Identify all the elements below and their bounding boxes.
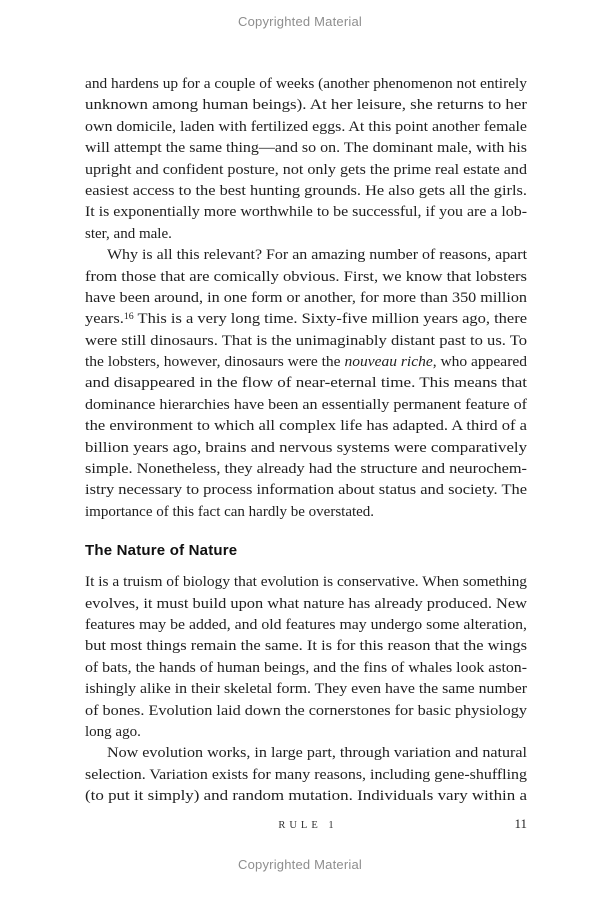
text-line: own domicile, laden with fertilized eggs. At this point another female [85,118,527,135]
footer-page-number: 11 [514,816,527,831]
text-line: will attempt the same thing—and so on. The dominant male, with his [85,140,527,157]
section-heading: The Nature of Nature [85,542,238,560]
paragraph [85,743,527,807]
text-line: Now evolution works, in large part, through variation and natural [107,745,527,762]
text-line: the lobsters, however, dinosaurs were the nouveau riche, who appeared [85,354,527,371]
text-line: istry necessary to process information about status and society. The [85,482,527,499]
text-line: dominance hierarchies have been an essentially permanent feature of [85,396,527,413]
text-line: selection. Variation exists for many reasons, including gene-shuffling [85,766,527,783]
paragraph [85,74,527,245]
paragraph [85,245,527,523]
copyright-notice-top: Copyrighted Material [238,14,362,29]
text-line: years.$^{16}$ This is a very long time. Sixty-five million years ago, there [85,311,527,328]
page-body [85,74,527,808]
text-line: importance of this fact can hardly be overstated. [85,503,375,520]
text-line: billion years ago, brains and nervous systems were comparatively [85,439,527,456]
text-line: easiest access to the best hunting grounds. He also gets all the girls. [85,182,527,199]
text-line: were still dinosaurs. That is the unimaginably distant past to us. To [85,332,527,349]
text-line: features may be added, and old features may undergo some alteration, [85,616,527,633]
text-line: ster, and male. [85,225,172,242]
text-line: ishingly alike in their skeletal form. They even have the same number [85,681,527,698]
copyright-notice-bottom: Copyrighted Material [238,857,362,872]
text-line: have been around, in one form or another, for more than 350 million [85,289,527,306]
text-line: unknown among human beings). At her leisure, she returns to her [85,97,527,114]
paragraph [85,572,527,743]
text-line: upright and confident posture, not only gets the prime real estate and [85,161,527,178]
text-line: Why is all this relevant? For an amazing number of reasons, apart [107,247,527,264]
footer-running-head: RULE 1 [278,820,338,831]
text-line: (to put it simply) and random mutation. Individuals vary within a [85,788,527,805]
text-line: It is exponentially more worthwhile to be successful, if you are a lob- [85,204,527,221]
text-line: simple. Nonetheless, they already had the structure and neurochem- [85,461,527,478]
text-line: evolves, it must build upon what nature has already produced. New [85,595,527,612]
text-line: from those that are comically obvious. First, we know that lobsters [85,268,527,285]
text-line: long ago. [85,723,141,740]
text-line: and hardens up for a couple of weeks (another phenomenon not entirely [85,76,527,92]
text-line: of bones. Evolution laid down the cornerstones for basic physiology [85,702,527,719]
text-line: but most things remain the same. It is for this reason that the wings [85,638,527,655]
text-line: and disappeared in the flow of near-eternal time. This means that [85,375,527,392]
text-line: of bats, the hands of human beings, and the fins of whales look aston- [85,659,527,676]
text-line: It is a truism of biology that evolution is conservative. When something [85,574,527,591]
text-line: the environment to which all complex life has adapted. A third of a [85,418,527,435]
